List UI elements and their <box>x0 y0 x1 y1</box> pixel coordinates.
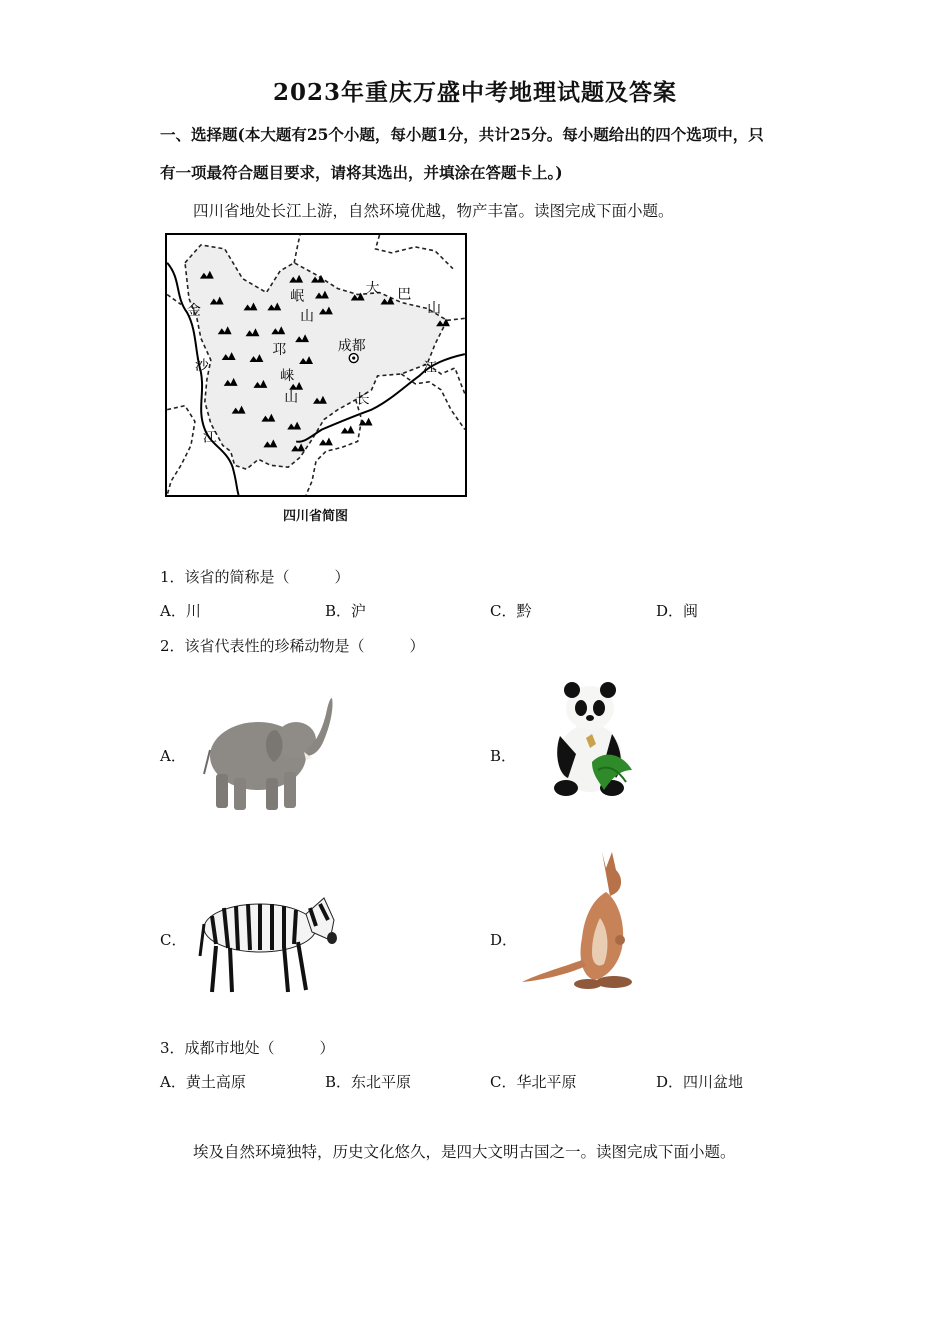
q2-option-a-label[interactable]: A． <box>160 747 186 765</box>
map-label-jin: 金 <box>186 302 201 319</box>
q1-option-d[interactable]: D．闽 <box>656 602 699 620</box>
q3-stem: 3．成都市地处（ ） <box>160 1039 335 1057</box>
map-label-shan-qiong: 山 <box>284 389 299 406</box>
boundary-west <box>167 406 195 495</box>
map-label-jiang-right: 江 <box>423 359 438 376</box>
zebra-image[interactable] <box>198 886 340 998</box>
map-label-shan-min: 山 <box>300 308 315 325</box>
q3-option-a[interactable]: A．黄土高原 <box>160 1073 246 1091</box>
q2-option-b-label[interactable]: B． <box>490 747 517 765</box>
q3-option-c[interactable]: C．华北平原 <box>490 1073 577 1091</box>
q2-stem: 2．该省代表性的珍稀动物是（ ） <box>160 637 425 655</box>
map-label-da: 大 <box>365 280 380 297</box>
page-title: 2023年重庆万盛中考地理试题及答案 <box>272 79 677 106</box>
intro-egypt: 埃及自然环境独特，历史文化悠久，是四大文明古国之一。读图完成下面小题。 <box>193 1143 736 1161</box>
map-caption: 四川省简图 <box>283 509 349 524</box>
q1-stem: 1．该省的简称是（ ） <box>160 568 350 586</box>
section-heading-line-1: 一、选择题(本大题有25个小题，每小题1分，共计25分。每小题给出的四个选项中，只 <box>160 125 764 144</box>
mountain-icon <box>341 426 355 434</box>
intro-sichuan: 四川省地处长江上游，自然环境优越，物产丰富。读图完成下面小题。 <box>193 202 674 220</box>
map-label-ba: 巴 <box>397 286 412 303</box>
q1-option-a[interactable]: A．川 <box>160 602 201 620</box>
map-label-chang: 长 <box>355 391 370 408</box>
q3-option-b[interactable]: B．东北平原 <box>325 1073 412 1091</box>
mountain-icon <box>319 437 333 445</box>
q1-option-b[interactable]: B．沪 <box>325 602 367 620</box>
map-label-jiang-left: 江 <box>202 429 217 446</box>
map-label-min: 岷 <box>290 288 305 305</box>
map-label-sha: 沙 <box>194 357 209 374</box>
map-label-xia: 崃 <box>280 367 295 384</box>
panda-image[interactable] <box>548 678 638 802</box>
kangaroo-image[interactable] <box>516 848 642 994</box>
sichuan-map <box>165 233 467 497</box>
map-label-qiong: 邛 <box>272 342 287 359</box>
boundary-east <box>447 318 465 320</box>
elephant-image[interactable] <box>198 694 338 816</box>
map-label-shan-daba: 山 <box>427 300 442 317</box>
q2-option-c-label[interactable]: C． <box>160 931 187 949</box>
q1-option-c[interactable]: C．黔 <box>490 602 532 620</box>
q2-option-d-label[interactable]: D． <box>490 931 518 949</box>
sichuan-map-drawing <box>167 235 465 495</box>
q3-option-d[interactable]: D．四川盆地 <box>656 1073 744 1091</box>
boundary-north <box>376 235 453 269</box>
map-label-chengdu: 成都 <box>337 338 366 355</box>
boundary-top <box>294 235 300 263</box>
section-heading-line-2: 有一项最符合题目要求，请将其选出，并填涂在答题卡上。) <box>160 163 563 182</box>
